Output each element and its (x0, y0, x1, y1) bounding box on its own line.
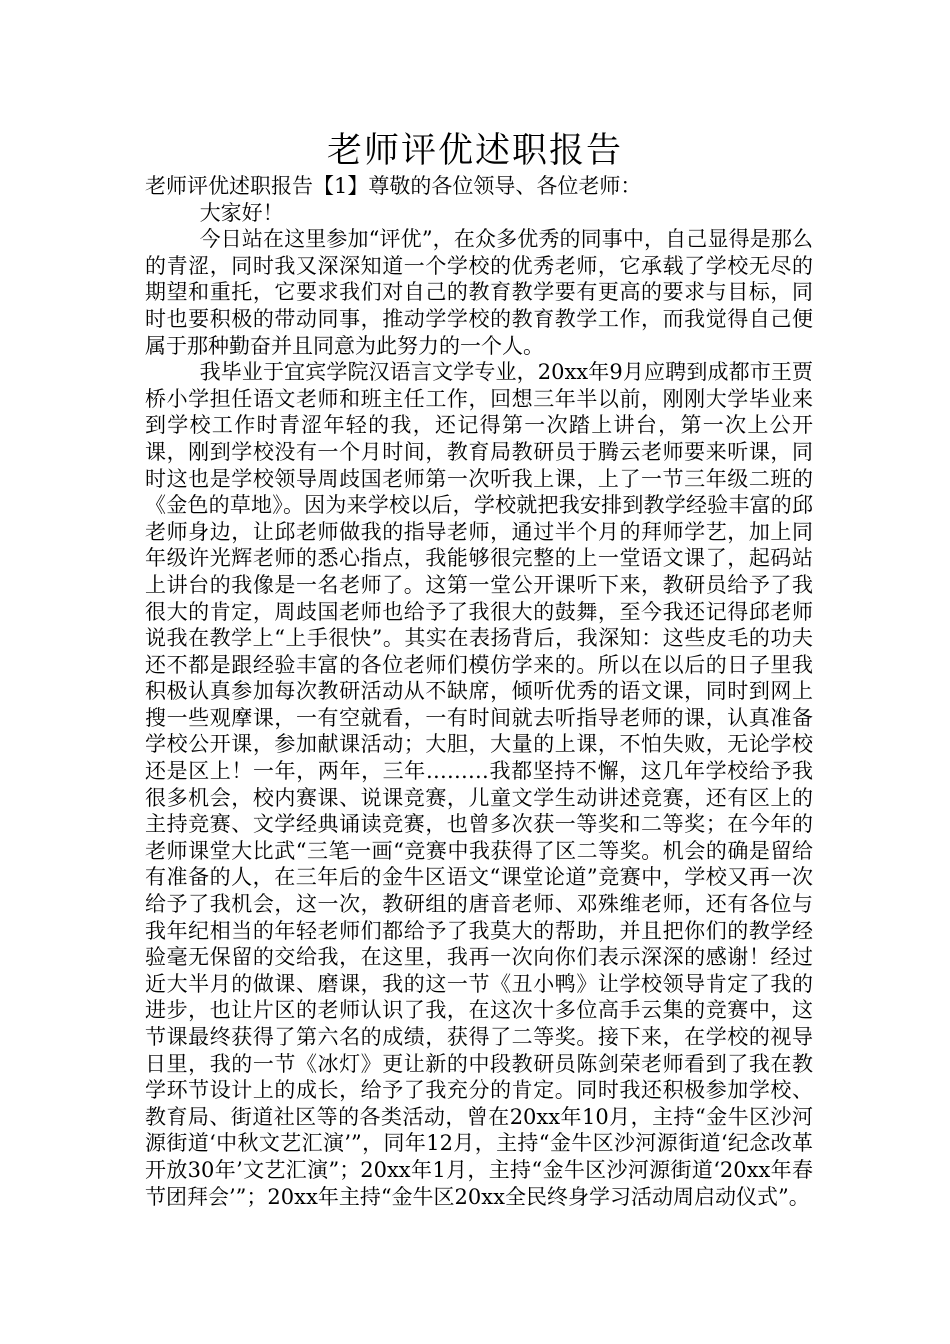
document-title: 老师评优述职报告 (326, 131, 623, 171)
document-body (145, 173, 813, 1210)
report-heading-line: 老师评优述职报告【1】尊敬的各位领导、各位老师： (145, 174, 642, 198)
intro-paragraph: 今日站在这里参加“评优”，在众多优秀的同事中，自己显得是那么的青涩，同时我又深深知道一个学校的优秀老师，它承载了学校无尽的期望和重托，它要求我们对自己的教育教学要有更高的要求与目标，同时也要积极的带动同事，推动学学校的教育教学工作，而我觉得自己便属于那种勤奋并且同意为此努力的一个人。 (145, 227, 813, 358)
greeting-paragraph: 大家好！ (199, 200, 284, 225)
experience-paragraph: 我毕业于宜宾学院汉语言文学专业，20xx年9月应聘到成都市王贾桥小学担任语文老师和班主任工作，回想三年半以前，刚刚大学毕业来到学校工作时青涩年轻的我，还记得第一次踏上讲台，第一次上公开课，刚到学校没有一个月时间，教育局教研员于腾云老师要来听课，同时这也是学校领导周歧国老师第一次听我上课，上了一节三年级二班的《金色的草地》。因为来学校以后，学校就把我安排到教学经验丰富的邱老师身边，让邱老师做我的指导老师，通过半个月的拜师学艺，加上同年级许光辉老师的悉心指点，我能够很完整的上一堂语文课了，起码站上讲台的我像是一名老师了。这第一堂公开课听下来，教研员给予了我很大的肯定，周歧国老师也给予了我很大的鼓舞，至今我还记得邱老师说我在教学上“上手很快”。其实在表扬背后，我深知：这些皮毛的功夫还不都是跟经验丰富的各位老师们模仿学来的。所以在以后的日子里我积极认真参加每次教研活动从不缺席，倾听优秀的语文课，同时到网上搜一些观摩课，一有空就看，一有时间就去听指导老师的课，认真准备学校公开课，参加献课活动；大胆，大量的上课，不怕失败，无论学校还是区上！一年，两年，三年………我都坚持不懈，这几年学校给予我很多机会，校内赛课、说课竞赛，儿童文学生动讲述竞赛，还有区上的主持竞赛、文学经典诵读竞赛，也曾多次获一等奖和二等奖；在今年的老师课堂大比武“三笔一画“竞赛中我获得了区二等奖。机会的确是留给有准备的人，在三年后的金牛区语文“课堂论道”竞赛中，学校又再一次给予了我机会，这一次，教研组的唐音老师、邓殊维老师，还有各位与我年纪相当的年轻老师们都给予了我莫大的帮助，并且把你们的教学经验毫无保留的交给我，在这里，我再一次向你们表示深深的感谢！经过近大半月的做课、磨课，我的这一节《丑小鸭》让学校领导肯定了我的进步，也让片区的老师认识了我，在这次十多位高手云集的竞赛中，这节课最终获得了第六名的成绩，获得了二等奖。接下来，在学校的视导日里，我的一节《冰灯》更让新的中段教研员陈剑荣老师看到了我在教学环节设计上的成长，给予了我充分的肯定。同时我还积极参加学校、教育局、街道社区等的各类活动，曾在20xx年10月，主持“金牛区沙河源街道‘中秋文艺汇演’”，同年12月，主持“金牛区沙河源街道‘纪念改革开放30年’文艺汇演”；20xx年1月，主持“金牛区沙河源街道‘20xx年春节团拜会’”；20xx年主持“金牛区20xx全民终身学习活动周启动仪式”。 (145, 360, 813, 1209)
